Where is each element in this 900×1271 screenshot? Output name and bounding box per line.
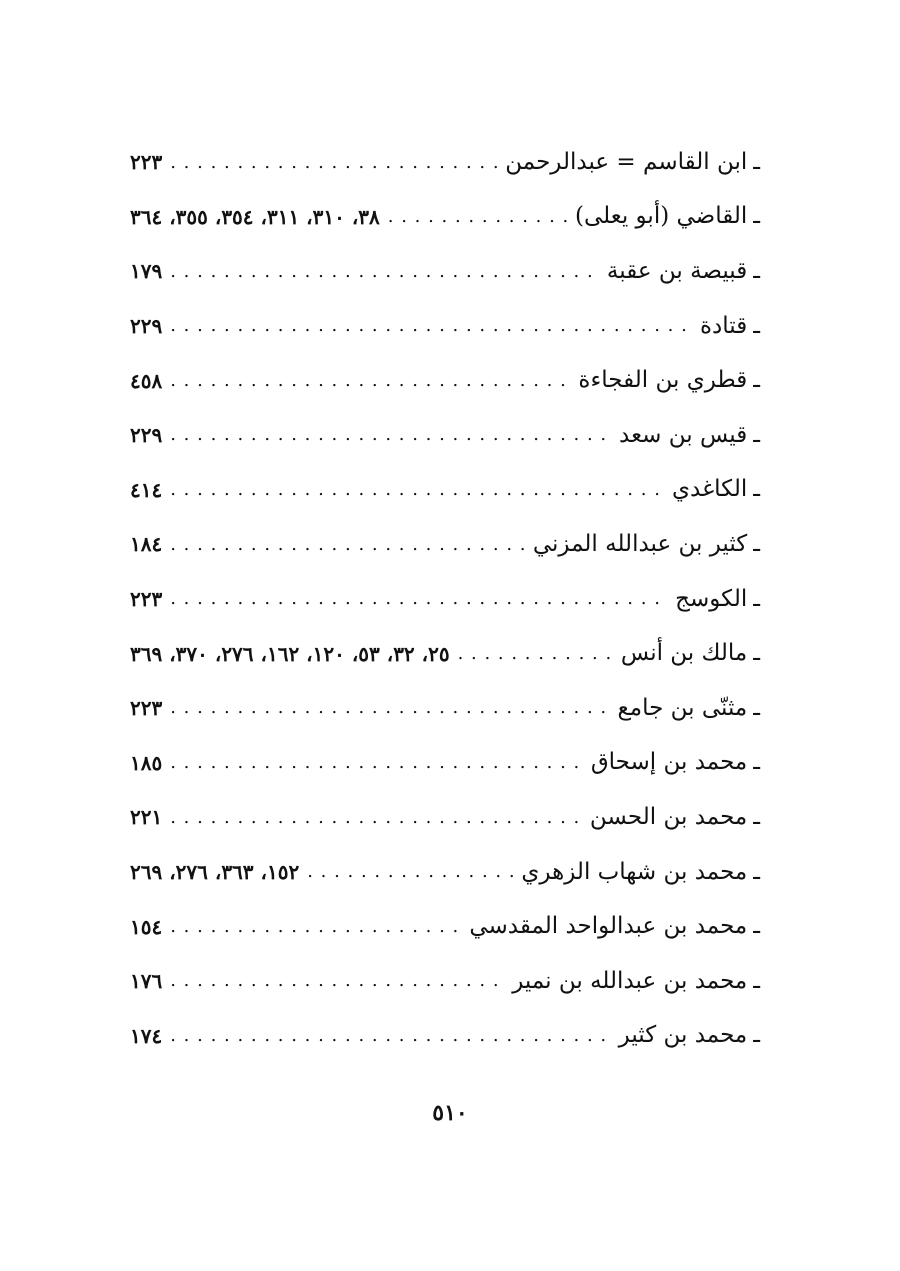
entry-pages: ٤٥٨: [130, 368, 163, 393]
entry-dash: ـ: [753, 367, 760, 394]
index-entry: [130, 1009, 760, 1064]
dot-leader: [170, 421, 611, 449]
entry-name: قيس بن سعد: [619, 421, 748, 448]
index-entry: [130, 954, 760, 1009]
dot-leader: [170, 312, 692, 340]
dot-leader: [170, 585, 667, 613]
index-entry: [130, 572, 760, 627]
entry-name: محمد بن عبدالله بن نمير: [512, 967, 748, 994]
dot-leader: [170, 1022, 610, 1050]
entry-dash: ـ: [753, 203, 760, 230]
entry-name: قبيصة بن عقبة: [606, 257, 748, 284]
dot-leader: [170, 967, 504, 995]
entry-dash: ـ: [753, 749, 760, 776]
entry-name: محمد بن كثير: [618, 1022, 748, 1049]
dot-leader: [458, 640, 613, 668]
entry-pages: ٢٢٣: [130, 150, 163, 175]
entry-name: محمد بن عبدالواحد المقدسي: [469, 913, 748, 940]
entry-name: الكوسج: [675, 585, 748, 612]
index-entry: [130, 736, 760, 791]
entry-name: ابن القاسم = عبدالرحمن: [505, 148, 748, 175]
entry-dash: ـ: [753, 312, 760, 339]
index-list: [130, 135, 760, 1063]
entry-name: كثير بن عبدالله المزني: [532, 530, 748, 557]
index-entry: [130, 299, 760, 354]
entry-dash: ـ: [753, 1022, 760, 1049]
entry-pages: ١٨٥: [130, 750, 163, 775]
dot-leader: [170, 367, 570, 395]
entry-pages: ٢٢٩: [130, 423, 163, 448]
entry-pages: ٢٥، ٣٢، ٥٣، ١٢٠، ١٦٢، ٢٧٦، ٣٧٠، ٣٦٩: [130, 641, 450, 666]
dot-leader: [170, 476, 664, 504]
entry-pages: ١٧٦: [130, 969, 163, 994]
index-entry: [130, 681, 760, 736]
entry-pages: ١٥٤: [130, 914, 163, 939]
entry-dash: ـ: [753, 421, 760, 448]
entry-pages: ١٧٩: [130, 259, 163, 284]
entry-dash: ـ: [753, 530, 760, 557]
entry-name: الكاغدي: [672, 476, 748, 503]
entry-name: مالك بن أنس: [620, 640, 748, 667]
entry-name: محمد بن الحسن: [589, 803, 748, 830]
entry-name: مثنّى بن جامع: [617, 694, 748, 721]
page-number: ٥١٠: [432, 1100, 468, 1126]
index-entry: [130, 190, 760, 245]
index-entry: [130, 463, 760, 518]
entry-dash: ـ: [753, 257, 760, 284]
entry-dash: ـ: [753, 585, 760, 612]
index-entry: [130, 626, 760, 681]
entry-pages: ٣٨، ٣١٠، ٣١١، ٣٥٤، ٣٥٥، ٣٦٤: [130, 204, 380, 229]
index-entry: [130, 353, 760, 408]
dot-leader: [170, 531, 525, 559]
index-entry: [130, 517, 760, 572]
entry-dash: ـ: [753, 148, 760, 175]
entry-name: القاضي (أبو يعلى): [574, 203, 748, 230]
entry-name: قطري بن الفجاءة: [578, 367, 748, 394]
dot-leader: [170, 258, 599, 286]
entry-pages: ١٨٤: [130, 532, 163, 557]
dot-leader: [307, 858, 513, 886]
dot-leader: [170, 913, 461, 941]
dot-leader: [170, 149, 497, 177]
index-entry: [130, 845, 760, 900]
dot-leader: [170, 694, 609, 722]
entry-pages: ٤١٤: [130, 477, 163, 502]
entry-dash: ـ: [753, 913, 760, 940]
entry-pages: ٢٢٣: [130, 587, 163, 612]
entry-name: محمد بن شهاب الزهري: [521, 858, 748, 885]
index-page: [130, 135, 760, 1063]
dot-leader: [388, 203, 567, 231]
index-entry: [130, 790, 760, 845]
index-entry: [130, 135, 760, 190]
entry-dash: ـ: [753, 967, 760, 994]
entry-name: قتادة: [700, 312, 748, 339]
entry-dash: ـ: [753, 858, 760, 885]
index-entry: [130, 408, 760, 463]
entry-pages: ٢٢٩: [130, 314, 163, 339]
entry-pages: ٢٢١: [130, 805, 163, 830]
dot-leader: [170, 804, 582, 832]
entry-name: محمد بن إسحاق: [590, 749, 748, 776]
entry-pages: ٢٢٣: [130, 696, 163, 721]
entry-pages: ١٧٤: [130, 1023, 163, 1048]
dot-leader: [170, 749, 583, 777]
index-entry: [130, 899, 760, 954]
entry-dash: ـ: [753, 694, 760, 721]
entry-dash: ـ: [753, 803, 760, 830]
entry-dash: ـ: [753, 476, 760, 503]
entry-dash: ـ: [753, 640, 760, 667]
entry-pages: ١٥٢، ٣٦٣، ٢٧٦، ٢٦٩: [130, 860, 300, 885]
index-entry: [130, 244, 760, 299]
